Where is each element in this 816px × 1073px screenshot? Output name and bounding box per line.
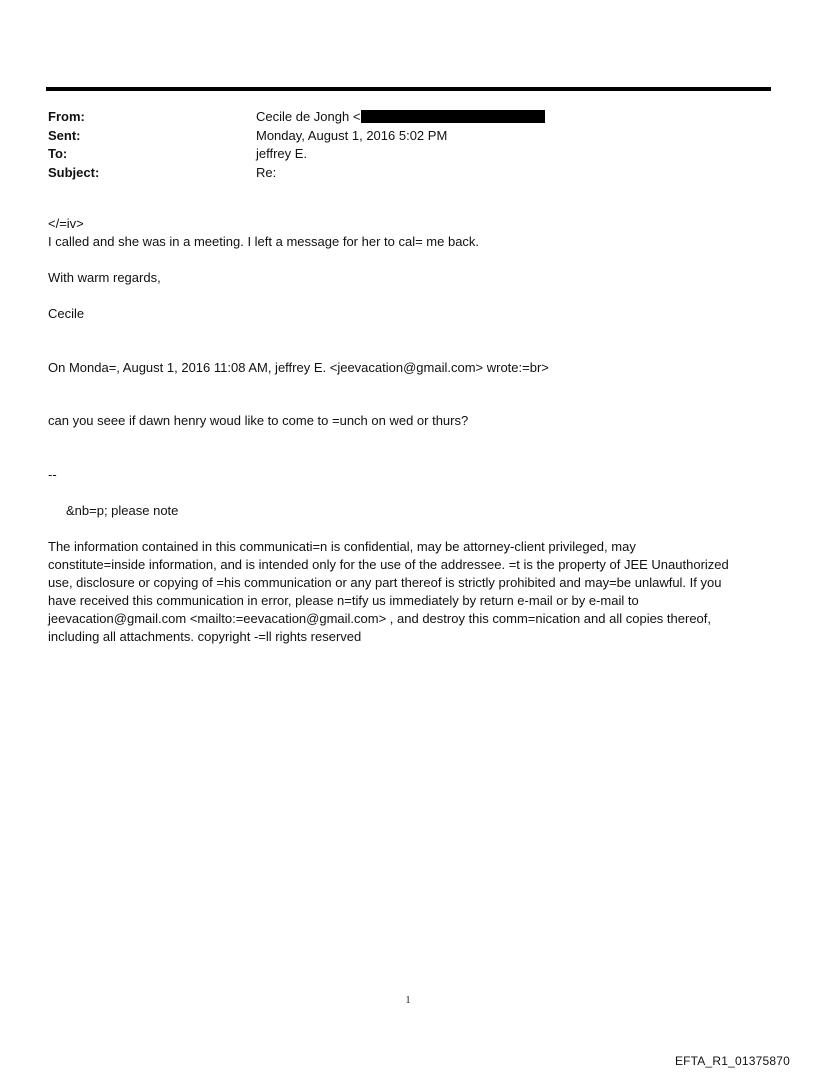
- signature-text: Cecile: [48, 306, 85, 321]
- sent-value: Monday, August 1, 2016 5:02 PM: [256, 127, 448, 143]
- from-row: [48, 108, 748, 127]
- disclaimer-line: including all attachments. copyright -=ll rights reserved: [48, 629, 362, 644]
- to-row: [48, 145, 748, 164]
- from-label: From:: [48, 109, 85, 124]
- quote-header-text: On Monda=, August 1, 2016 11:08 AM, jeffrey E. <jeevacation@gmail.com> wrote:=br>: [48, 360, 549, 375]
- from-value: [256, 108, 545, 127]
- disclaimer-line: use, disclosure or copying of =his communication or any part thereof is strictly prohibited and may=be unlawful. If you: [48, 575, 722, 590]
- subject-label: Subject:: [48, 164, 100, 180]
- signature-separator: --: [48, 467, 57, 482]
- div-tag-text: </=iv>: [48, 216, 84, 231]
- subject-value: Re:: [256, 164, 277, 180]
- disclaimer-line: jeevacation@gmail.com <mailto:=eevacation@gmail.com> , and destroy this comm=nication and all copies thereof,: [48, 611, 712, 626]
- email-header: [48, 108, 748, 182]
- to-value: jeffrey E.: [256, 146, 308, 161]
- quoted-message-text: can you seee if dawn henry woud like to come to =unch on wed or thurs?: [48, 413, 469, 428]
- redaction-bar: [361, 110, 545, 123]
- sent-label: Sent:: [48, 127, 81, 143]
- disclaimer-line: The information contained in this communicati=n is confidential, may be attorney-client privileged, may: [48, 539, 636, 554]
- sender-name: Cecile de Jongh <: [256, 109, 361, 124]
- disclaimer-line: constitute=inside information, and is intended only for the use of the addressee. =t is the property of JEE Unauthorized: [48, 557, 729, 572]
- disclaimer-line: have received this communication in error, please n=tify us immediately by return e-mail or by e-mail to: [48, 593, 639, 608]
- subject-row: [48, 164, 748, 183]
- message-text: I called and she was in a meeting. I left a message for her to cal= me back.: [48, 234, 480, 249]
- closing-text: With warm regards,: [48, 270, 161, 285]
- header-divider: [46, 87, 771, 91]
- page-number: 1: [405, 995, 411, 1006]
- sent-row: [48, 127, 748, 146]
- note-text: &nb=p; please note: [66, 503, 179, 518]
- to-label: To:: [48, 146, 68, 161]
- document-id: EFTA_R1_01375870: [674, 1054, 790, 1068]
- confidentiality-disclaimer: [48, 538, 768, 646]
